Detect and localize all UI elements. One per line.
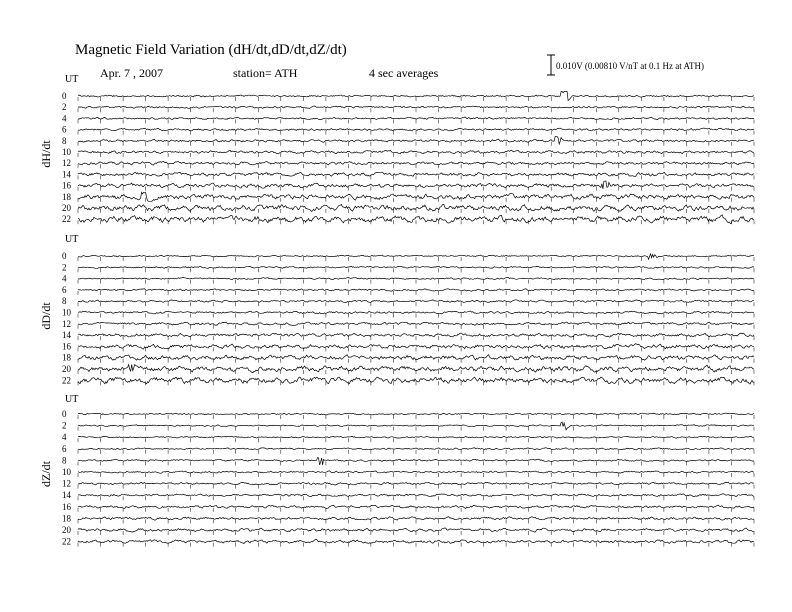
trace-line — [78, 278, 754, 280]
hour-label: 8 — [62, 135, 67, 146]
hour-label: 4 — [62, 113, 67, 124]
hour-label: 14 — [62, 330, 71, 341]
hour-label: 0 — [62, 91, 67, 101]
panel-ylabel: dH/dt — [39, 140, 53, 168]
hour-label: 20 — [62, 525, 71, 535]
hour-label: 18 — [62, 513, 71, 524]
panel-dddt — [39, 234, 754, 385]
hour-label: 10 — [62, 307, 71, 318]
hour-label: 16 — [62, 180, 71, 191]
hour-label: 18 — [62, 352, 71, 363]
hour-label: 8 — [62, 296, 67, 307]
trace-line — [78, 117, 754, 120]
hour-label: 0 — [62, 409, 67, 419]
trace-line — [78, 448, 754, 450]
panel-ylabel: dD/dt — [39, 302, 53, 330]
hour-label: 10 — [62, 467, 71, 477]
ut-label: UT — [65, 394, 79, 405]
trace-line — [78, 266, 754, 268]
trace-line — [78, 471, 754, 473]
panels-group — [39, 74, 754, 547]
averaging-label: 4 sec averages — [369, 66, 439, 80]
trace-line — [78, 413, 754, 415]
hour-label: 14 — [62, 169, 71, 180]
hour-label: 10 — [62, 147, 71, 157]
trace-line — [78, 128, 754, 131]
trace-line — [78, 355, 754, 361]
hour-label: 20 — [62, 203, 71, 213]
hour-label: 6 — [62, 124, 67, 135]
hour-label: 0 — [62, 251, 67, 261]
hour-label: 8 — [62, 455, 67, 466]
hour-label: 2 — [62, 262, 67, 273]
hour-label: 6 — [62, 443, 67, 454]
ut-label: UT — [65, 74, 79, 85]
hour-label: 22 — [62, 375, 71, 386]
station-label: station= ATH — [233, 66, 298, 80]
hour-label: 16 — [62, 341, 71, 352]
hour-label: 6 — [62, 284, 67, 295]
ut-label: UT — [65, 234, 79, 245]
trace-line — [78, 436, 754, 438]
trace-line — [78, 311, 754, 314]
hour-label: 14 — [62, 490, 71, 501]
hour-label: 12 — [62, 478, 71, 489]
chart-title: Magnetic Field Variation (dH/dt,dD/dt,dZ/dt) — [75, 42, 347, 58]
hour-label: 12 — [62, 318, 71, 329]
trace-line — [78, 482, 754, 485]
panel-dhdt — [39, 74, 754, 224]
hour-label: 20 — [62, 364, 71, 374]
hour-label: 2 — [62, 102, 67, 113]
scale-bar-label: 0.010V (0.00810 V/nT at 0.1 Hz at ATH) — [556, 61, 704, 71]
hour-label: 4 — [62, 432, 67, 443]
hour-label: 18 — [62, 191, 71, 202]
hour-label: 16 — [62, 501, 71, 512]
hour-label: 12 — [62, 158, 71, 169]
hour-label: 22 — [62, 536, 71, 547]
date-label: Apr. 7 , 2007 — [100, 66, 163, 80]
panel-ylabel: dZ/dt — [39, 461, 53, 487]
hour-label: 22 — [62, 214, 71, 225]
panel-dzdt — [39, 394, 754, 547]
hour-label: 4 — [62, 273, 67, 284]
hour-label: 2 — [62, 420, 67, 431]
trace-line — [78, 289, 754, 291]
trace-line — [78, 106, 754, 109]
scale-bar — [547, 55, 704, 75]
trace-line — [78, 300, 754, 303]
